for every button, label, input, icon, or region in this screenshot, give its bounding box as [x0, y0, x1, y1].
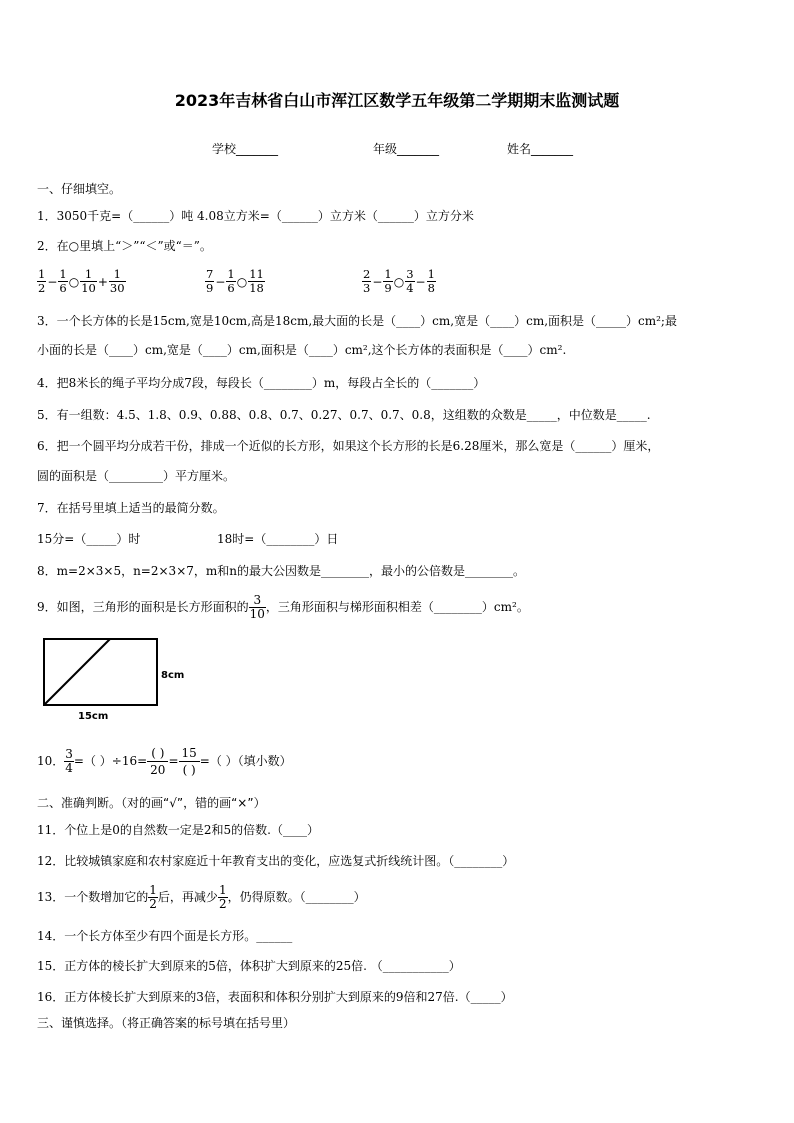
- question-7: 7．在括号里填上适当的最简分数。: [37, 501, 225, 515]
- grade-field: 年级_______: [373, 142, 440, 156]
- diagonal-line: [44, 639, 110, 705]
- name-field: 姓名_______: [507, 142, 574, 156]
- question-6-line1: 6．把一个圆平均分成若干份，排成一个近似的长方形，如果这个长方形的长是6.28厘米，那么宽是（______）厘米，: [37, 439, 660, 453]
- question-15: 15．正方体的棱长扩大到原来的5倍，体积扩大到原来的25倍. （___________）: [37, 959, 461, 973]
- question-5: 5．有一组数：4.5、1.8、0.9、0.88、0.8、0.7、0.27、0.7、0.7、0.8，这组数的众数是_____，中位数是_____.: [37, 408, 651, 422]
- question-7b: 18时=（________）日: [217, 532, 339, 546]
- school-field: 学校_______: [212, 142, 279, 156]
- q2-expression-1: $\frac{1}{2}$ − $\frac{1}{6}$ ○ $\frac{1}{10}$ + $\frac{1}{30}$: [38, 267, 125, 295]
- q2-expression-3: $\frac{2}{3}$ − $\frac{1}{9}$ ○ $\frac{3}{4}$ − $\frac{1}{8}$: [363, 267, 435, 295]
- question-13: 13．一个数增加它的 $\frac{1}{2}$ 后，再减少 $\frac{1}{2}$ ，仍得原数。（________）: [37, 883, 366, 911]
- q9-figure: [40, 636, 200, 724]
- page-title: 2023年吉林省白山市浑江区数学五年级第二学期期末监测试题: [174, 91, 620, 110]
- question-8: 8．m=2×3×5，n=2×3×7，m和n的最大公因数是________，最小的公倍数是________。: [37, 564, 525, 578]
- question-11: 11．个位上是0的自然数一定是2和5的倍数.（____）: [37, 823, 319, 837]
- section3-heading: 三、谨慎选择。（将正确答案的标号填在括号里）: [37, 1016, 296, 1030]
- question-1: 1．3050千克=（______）吨 4.08立方米=（______）立方米（______）立方分米: [37, 209, 474, 223]
- q2-expression-2: $\frac{7}{9}$ − $\frac{1}{6}$ ○ $\frac{11}{18}$: [206, 267, 264, 295]
- question-14: 14．一个长方体至少有四个面是长方形。______: [37, 929, 293, 943]
- question-3-line2: 小面的长是（____）cm,宽是（____）cm,面积是（____）cm²,这个长方体的表面积是（____）cm².: [37, 343, 567, 357]
- question-3-line1: 3．一个长方体的长是15cm,宽是10cm,高是18cm,最大面的长是（____）cm,宽是（____）cm,面积是（_____）cm²;最: [37, 314, 677, 328]
- question-12: 12．比较城镇家庭和农村家庭近十年教育支出的变化，应选复式折线统计图。（________）: [37, 854, 515, 868]
- question-6-line2: 圆的面积是（_________）平方厘米。: [37, 469, 236, 483]
- section2-heading: 二、准确判断。（对的画“√”，错的画“×”）: [37, 796, 266, 810]
- question-2: 2．在○里填上“＞”“＜”或“＝”。: [37, 239, 212, 253]
- height-label: 8cm: [161, 670, 185, 681]
- question-7a: 15分=（_____）时: [37, 532, 141, 546]
- section1-heading: 一、仔细填空。: [37, 182, 122, 196]
- question-16: 16．正方体棱长扩大到原来的3倍，表面积和体积分别扩大到原来的9倍和27倍.（_____）: [37, 990, 513, 1004]
- question-10: 10． $\frac{3}{4}$ =（ ）÷16= ( ) 20 = 15 ( ) =（ ）（填小数）: [37, 746, 292, 777]
- question-4: 4．把8米长的绳子平均分成7段，每段长（________）m，每段占全长的（_______）: [37, 376, 486, 390]
- question-9: 9．如图，三角形的面积是长方形面积的 $\frac{3}{10}$ ，三角形面积与梯形面积相差（________）cm²。: [37, 593, 529, 621]
- width-label: 15cm: [78, 711, 109, 722]
